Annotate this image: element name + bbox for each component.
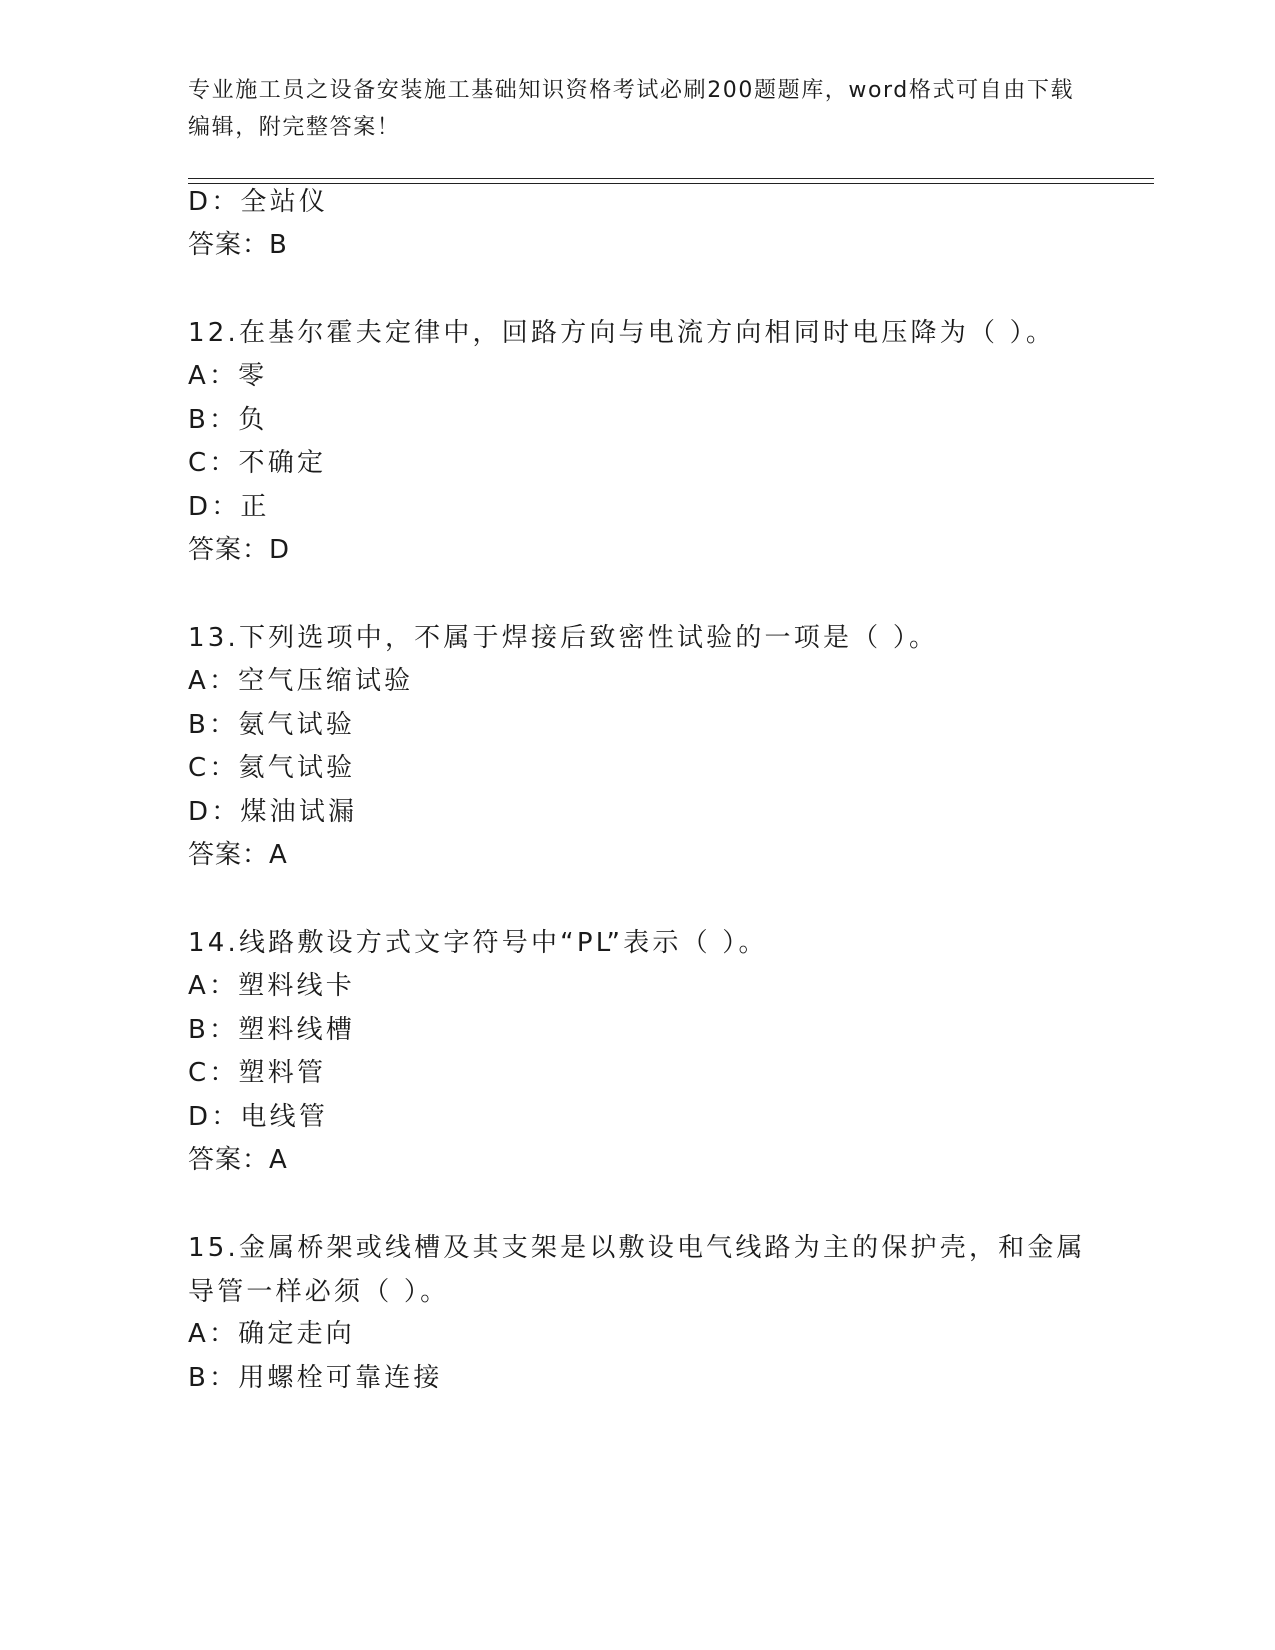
option-d-q13: D：煤油试漏 <box>188 797 358 827</box>
option-a-q14: A：塑料线卡 <box>188 971 355 1001</box>
answer-q12: 答案：D <box>188 535 291 565</box>
option-c-q14: C：塑料管 <box>188 1058 327 1088</box>
header-divider-top <box>188 178 1154 179</box>
answer-q14: 答案：A <box>188 1145 288 1175</box>
option-d-q12: D：正 <box>188 492 270 522</box>
option-a-q13: A：空气压缩试验 <box>188 666 414 696</box>
document-header: 专业施工员之设备安装施工基础知识资格考试必刷200题题库，word格式可自由下载编辑，附完整答案！ <box>188 78 1075 140</box>
question-12: 12.在基尔霍夫定律中，回路方向与电流方向相同时电压降为（ ）。 <box>188 318 1056 348</box>
header-divider-bottom <box>188 183 1154 184</box>
option-c-q13: C：氦气试验 <box>188 753 356 783</box>
option-c-q12: C：不确定 <box>188 448 327 478</box>
question-13: 13.下列选项中，不属于焊接后致密性试验的一项是（ ）。 <box>188 623 939 653</box>
answer-q13: 答案：A <box>188 840 288 870</box>
option-d-q14: D：电线管 <box>188 1102 329 1132</box>
option-d-q11: D：全站仪 <box>188 187 329 217</box>
option-b-q14: B：塑料线槽 <box>188 1015 356 1045</box>
option-a-q15: A：确定走向 <box>188 1319 355 1349</box>
option-b-q12: B：负 <box>188 405 268 435</box>
question-14: 14.线路敷设方式文字符号中“PL”表示（ ）。 <box>188 928 768 958</box>
question-15: 15.金属桥架或线槽及其支架是以敷设电气线路为主的保护壳，和金属导管一样必须（ ）。 <box>188 1233 1086 1307</box>
answer-q11: 答案：B <box>188 230 288 260</box>
option-b-q13: B：氨气试验 <box>188 710 356 740</box>
option-b-q15: B：用螺栓可靠连接 <box>188 1363 443 1393</box>
option-a-q12: A：零 <box>188 361 268 391</box>
